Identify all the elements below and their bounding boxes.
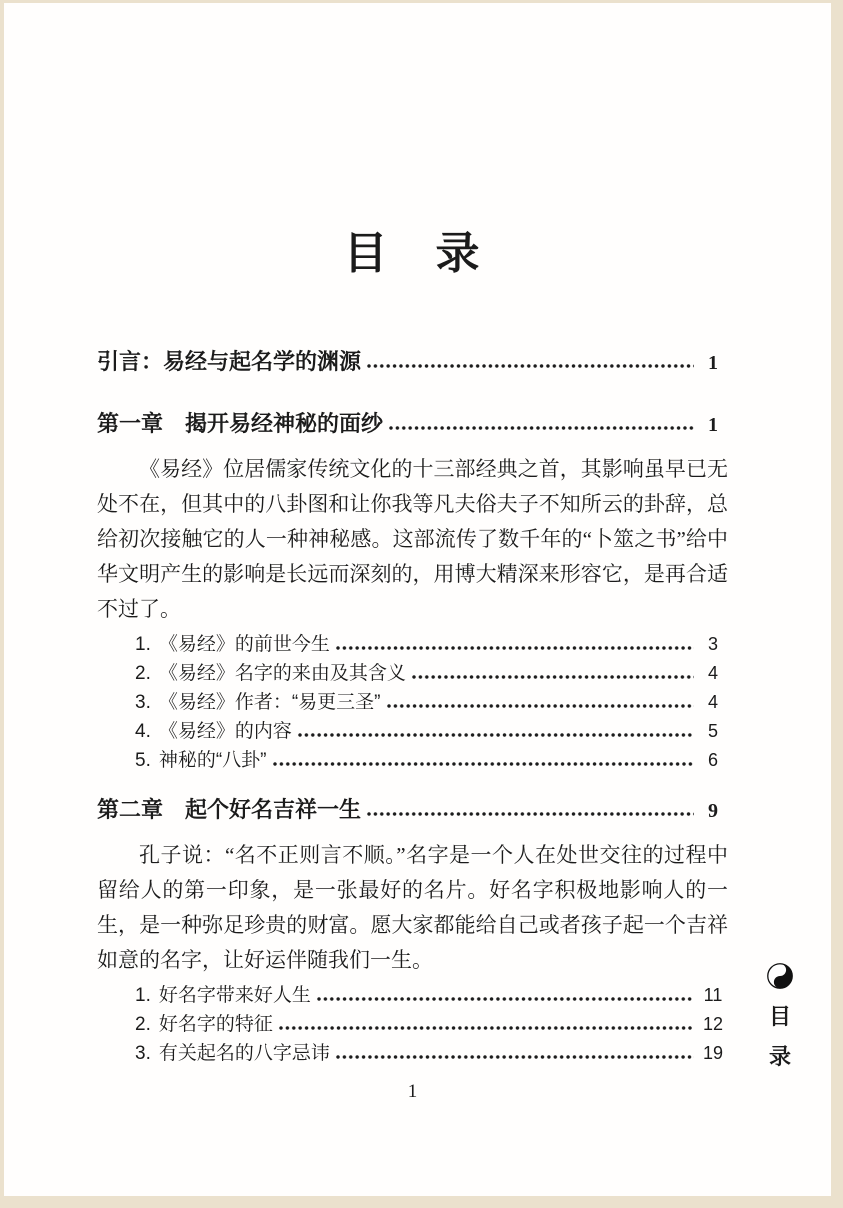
chapter-title: 第二章 起个好名吉祥一生 [97, 797, 362, 822]
section-label: 神秘的“八卦” [158, 750, 267, 771]
page-title: 目 录 [343, 229, 482, 278]
section-page-number: 4 [707, 663, 718, 683]
section-number: 3. [135, 1043, 151, 1064]
section-number: 4. [135, 721, 151, 742]
dot-leader [367, 812, 694, 816]
section-row [97, 981, 728, 1010]
chapter-title: 第一章 揭开易经神秘的面纱 [97, 411, 384, 436]
dot-leader [412, 675, 694, 679]
chapter-summary: 《易经》位居儒家传统文化的十三部经典之首，其影响虽早已无处不在，但其中的八卦图和让你我等凡夫俗夫子不知所云的卦辞，总给初次接触它的人一种神秘感。这部流传了数千年的“卜筮之书”给中华文明产生的影响是长远而深刻的，用博大精深来形容它，是再合适不过了。 [97, 457, 728, 621]
chapter-heading-row [97, 409, 728, 439]
chapter-page-number: 9 [708, 800, 718, 822]
section-row [97, 688, 728, 717]
section-page-number: 12 [702, 1014, 724, 1034]
toc-row-intro [97, 347, 728, 377]
dot-leader [387, 704, 694, 708]
section-label: 《易经》的内容 [158, 721, 292, 742]
side-tab-char-1: 目 [768, 1004, 791, 1029]
section-number: 5. [135, 750, 151, 771]
section-page-number: 5 [707, 721, 718, 741]
dot-leader [317, 997, 694, 1001]
dot-leader [367, 364, 694, 368]
toc-page [4, 3, 831, 1196]
section-row [97, 1039, 728, 1068]
dot-leader [389, 426, 694, 430]
section-page-number: 4 [707, 692, 718, 712]
section-label: 《易经》作者：“易更三圣” [158, 692, 381, 713]
intro-page-number: 1 [708, 352, 718, 374]
section-page-number: 11 [703, 985, 723, 1005]
folio-page-number: 1 [407, 1081, 418, 1102]
section-page-number: 6 [707, 750, 718, 770]
chapter-block [97, 409, 728, 775]
section-label: 好名字带来好人生 [158, 985, 311, 1006]
section-row [97, 717, 728, 746]
chapter-block [97, 795, 728, 1068]
chapter-heading-row [97, 795, 728, 825]
section-number: 3. [135, 692, 151, 713]
section-label: 好名字的特征 [158, 1014, 273, 1035]
section-number: 1. [135, 985, 151, 1006]
side-tab [762, 963, 798, 1069]
section-list [97, 630, 728, 775]
dot-leader [336, 646, 694, 650]
section-list [97, 981, 728, 1068]
section-label: 《易经》名字的来由及其含义 [158, 663, 406, 684]
dot-leader [298, 733, 694, 737]
section-row [97, 630, 728, 659]
section-number: 1. [135, 634, 151, 655]
section-page-number: 3 [707, 634, 718, 654]
yin-yang-icon [767, 963, 793, 989]
dot-leader [336, 1055, 694, 1059]
intro-label: 引言：易经与起名学的渊源 [97, 349, 362, 374]
chapter-summary: 孔子说：“名不正则言不顺。”名字是一个人在处世交往的过程中留给人的第一印象，是一张最好的名片。好名字积极地影响人的一生，是一种弥足珍贵的财富。愿大家都能给自己或者孩子起一个吉祥如意的名字，让好运伴随我们一生。 [97, 843, 728, 972]
toc-main-column [97, 3, 728, 1068]
chapter-page-number: 1 [708, 414, 718, 436]
section-page-number: 19 [702, 1043, 724, 1063]
section-number: 2. [135, 1014, 151, 1035]
dot-leader [279, 1026, 694, 1030]
section-number: 2. [135, 663, 151, 684]
section-row [97, 1010, 728, 1039]
side-tab-char-2: 录 [768, 1044, 791, 1069]
dot-leader [273, 762, 694, 766]
section-row [97, 659, 728, 688]
section-row [97, 746, 728, 775]
section-label: 《易经》的前世今生 [158, 634, 330, 655]
section-label: 有关起名的八字忌讳 [158, 1043, 330, 1064]
chapters-container [97, 409, 728, 1068]
